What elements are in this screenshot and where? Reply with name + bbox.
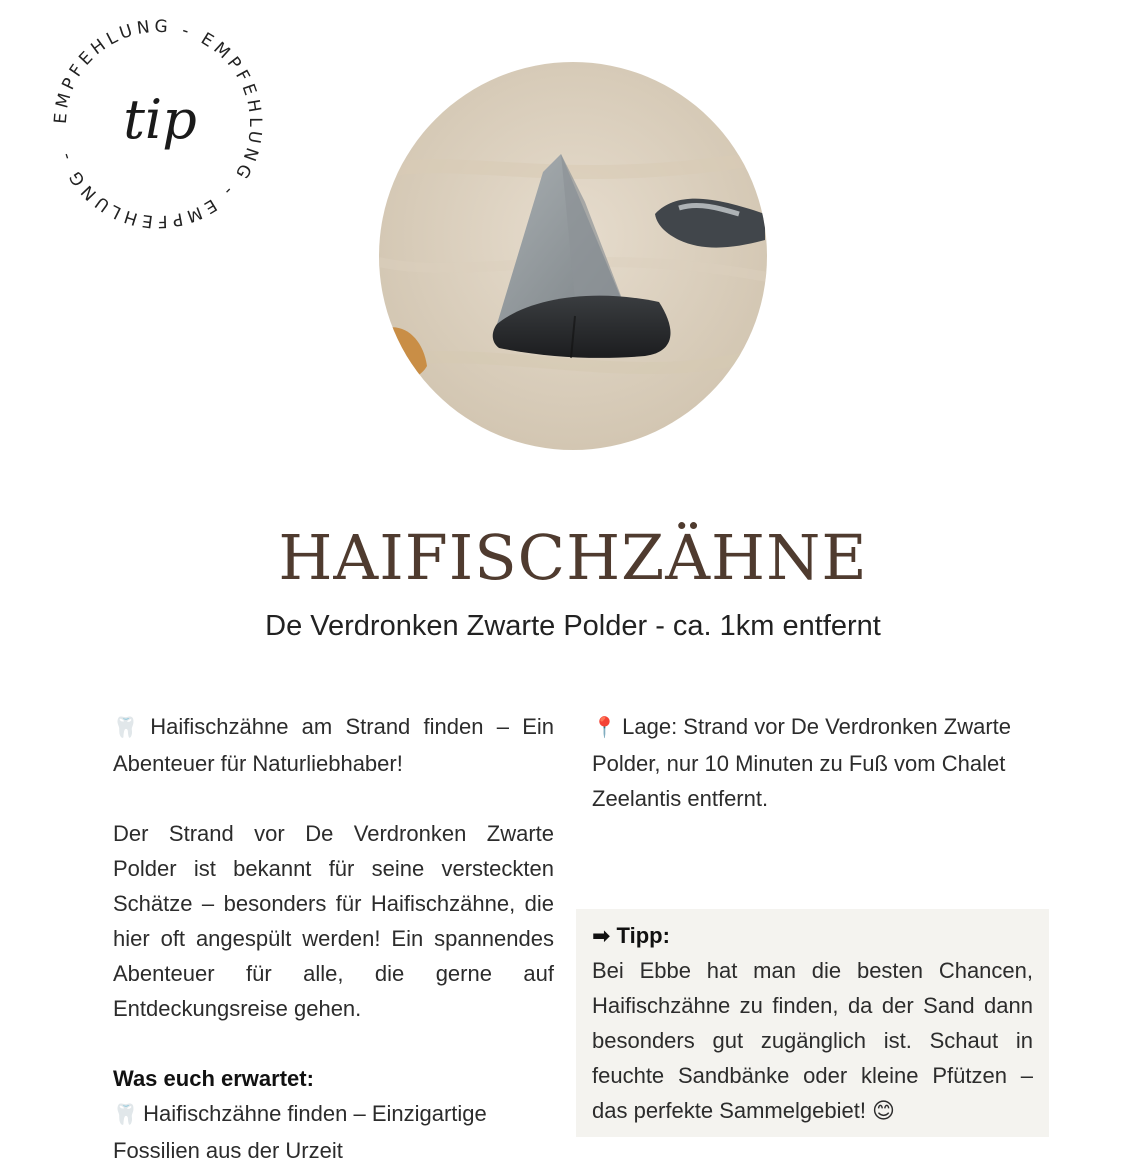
left-column <box>113 709 554 1168</box>
right-column <box>592 709 1032 816</box>
page-subtitle: De Verdronken Zwarte Polder - ca. 1km entfernt <box>265 610 881 642</box>
expect-item-continued: Fossilien aus der Urzeit <box>113 1138 343 1163</box>
location-line: Polder, nur 10 Minuten zu Fuß vom Chalet <box>592 751 1006 776</box>
expect-item: 🦷 Haifischzähne finden – Einzigartige <box>113 1096 554 1133</box>
tooth-icon: 🦷 <box>113 717 138 739</box>
tip-line: Haifischzähne zu finden, da der Sand dann <box>592 993 1033 1018</box>
page-title: HAIFISCHZÄHNE <box>278 521 868 594</box>
paragraph-line: Abenteuer für alle, die gerne auf <box>113 961 554 986</box>
stamp-tip-text: tip <box>123 88 197 151</box>
tip-line: besonders gut zugänglich ist. Schaut in <box>592 1028 1033 1053</box>
tip-line: feuchte Sandbänke oder kleine Pfützen – <box>592 1063 1033 1088</box>
tip-heading: ➡ Tipp: <box>592 923 670 948</box>
location-line: Zeelantis entfernt. <box>592 786 769 811</box>
stamp-ring-text: EMPFEHLUNG - EMPFEHLUNG - EMPFEHLUNG - <box>50 16 266 232</box>
tip-content <box>592 918 1033 1128</box>
tooth-icon: 🦷 <box>113 1104 138 1126</box>
expect-heading: Was euch erwartet: <box>113 1066 314 1091</box>
location-pin-icon: 📍 <box>592 717 617 739</box>
empfehlung-stamp <box>42 8 274 240</box>
intro-line-2: Abenteuer für Naturliebhaber! <box>113 751 403 776</box>
shark-tooth-photo <box>379 62 767 450</box>
tip-line: Bei Ebbe hat man die besten Chancen, <box>592 958 1033 983</box>
intro-line-1: 🦷 Haifischzähne am Strand finden – Ein <box>113 709 554 746</box>
paragraph-line: Schätze – besonders für Haifischzähne, die <box>113 891 554 916</box>
paragraph-line: Entdeckungsreise gehen. <box>113 996 362 1021</box>
paragraph-line: Polder ist bekannt für seine versteckten <box>113 856 554 881</box>
paragraph-line: hier oft angespült werden! Ein spannendes <box>113 926 554 951</box>
tip-line: das perfekte Sammelgebiet! 😊 <box>592 1098 895 1123</box>
location-line: 📍 Lage: Strand vor De Verdronken Zwarte <box>592 709 1032 746</box>
paragraph-line: Der Strand vor De Verdronken Zwarte <box>113 821 554 846</box>
